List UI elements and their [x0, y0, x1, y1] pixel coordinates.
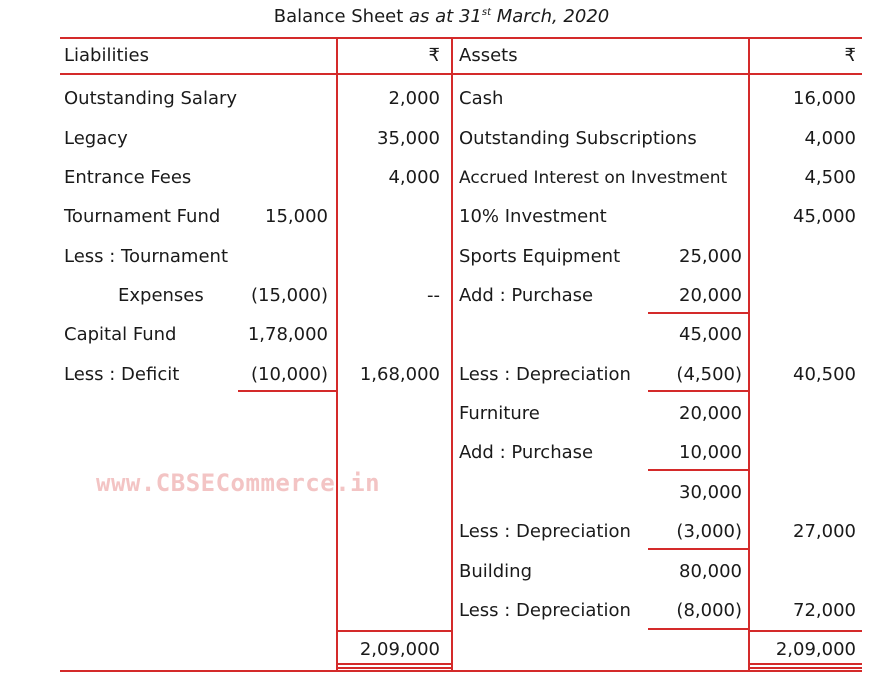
- furniture-purchase-underline: [648, 469, 748, 471]
- asset-label: Less : Depreciation: [459, 600, 631, 621]
- title-date: March, 2020: [491, 6, 610, 27]
- liab-deficit-underline: [238, 390, 336, 392]
- assets-total-rule-1: [748, 663, 862, 665]
- liab-label: Less : Deficit: [64, 364, 180, 385]
- asset-amount: 4,500: [804, 167, 856, 188]
- title-prefix: Balance Sheet: [273, 6, 410, 27]
- liab-label: Expenses: [118, 285, 204, 306]
- liab-inner-amount: 15,000: [265, 206, 328, 227]
- asset-inner-amount: 45,000: [679, 324, 742, 345]
- bottom-rule: [60, 670, 862, 672]
- asset-label: Cash: [459, 88, 504, 109]
- liab-amount: 4,000: [388, 167, 440, 188]
- asset-label: Building: [459, 561, 533, 582]
- furniture-depr-underline: [648, 548, 748, 550]
- title-as-at: as at 31: [409, 6, 482, 27]
- asset-label: Less : Depreciation: [459, 364, 631, 385]
- asset-label: 10% Investment: [459, 206, 607, 227]
- asset-label: Furniture: [459, 403, 540, 424]
- assets-total-rule-2: [748, 667, 862, 669]
- liabilities-currency-header: ₹: [428, 45, 440, 66]
- assets-total: 2,09,000: [775, 639, 856, 660]
- assets-amount-divider: [748, 37, 750, 670]
- asset-label: Sports Equipment: [459, 246, 621, 267]
- asset-inner-amount: 10,000: [679, 442, 742, 463]
- liab-label: Less : Tournament: [64, 246, 229, 267]
- sports-depr-underline: [648, 390, 748, 392]
- asset-inner-amount: 80,000: [679, 561, 742, 582]
- asset-amount: 27,000: [793, 521, 856, 542]
- liab-total-top-rule: [336, 630, 452, 632]
- assets-total-top-rule: [748, 630, 862, 632]
- liab-total-rule-1: [336, 663, 452, 665]
- liab-label: Tournament Fund: [64, 206, 221, 227]
- title-superscript: st: [481, 7, 491, 18]
- asset-inner-amount: 20,000: [679, 403, 742, 424]
- sports-purchase-underline: [648, 312, 748, 314]
- asset-label: Accrued Interest on Investment: [459, 168, 728, 188]
- asset-amount: 40,500: [793, 364, 856, 385]
- asset-label: Outstanding Subscriptions: [459, 128, 697, 149]
- liab-inner-amount: (15,000): [250, 285, 328, 306]
- center-divider: [451, 37, 453, 670]
- liab-amount: 1,68,000: [359, 364, 440, 385]
- liab-total-rule-2: [336, 667, 452, 669]
- asset-inner-amount: 25,000: [679, 246, 742, 267]
- asset-inner-amount: (8,000): [676, 600, 742, 621]
- liab-amount-divider: [336, 37, 338, 670]
- asset-inner-amount: 30,000: [679, 482, 742, 503]
- liab-inner-amount: 1,78,000: [247, 324, 328, 345]
- liab-label: Outstanding Salary: [64, 88, 238, 109]
- liabilities-header: Liabilities: [64, 45, 149, 66]
- liab-amount: --: [427, 285, 440, 306]
- watermark: www.CBSECommerce.in: [96, 469, 381, 497]
- asset-amount: 4,000: [804, 128, 856, 149]
- asset-inner-amount: (4,500): [676, 364, 742, 385]
- liab-label: Entrance Fees: [64, 167, 192, 188]
- asset-amount: 16,000: [793, 88, 856, 109]
- asset-label: Add : Purchase: [459, 285, 594, 306]
- asset-label: Add : Purchase: [459, 442, 594, 463]
- asset-label: Less : Depreciation: [459, 521, 631, 542]
- asset-amount: 45,000: [793, 206, 856, 227]
- asset-amount: 72,000: [793, 600, 856, 621]
- asset-inner-amount: (3,000): [676, 521, 742, 542]
- liab-amount: 35,000: [377, 128, 440, 149]
- asset-inner-amount: 20,000: [679, 285, 742, 306]
- building-depr-underline: [648, 628, 748, 630]
- assets-header: Assets: [459, 45, 518, 66]
- liabilities-total: 2,09,000: [359, 639, 440, 660]
- assets-currency-header: ₹: [844, 45, 856, 66]
- liab-label: Capital Fund: [64, 324, 177, 345]
- top-rule: [60, 37, 862, 39]
- liab-amount: 2,000: [388, 88, 440, 109]
- header-rule: [60, 73, 862, 75]
- liab-inner-amount: (10,000): [250, 364, 328, 385]
- liab-label: Legacy: [64, 128, 128, 149]
